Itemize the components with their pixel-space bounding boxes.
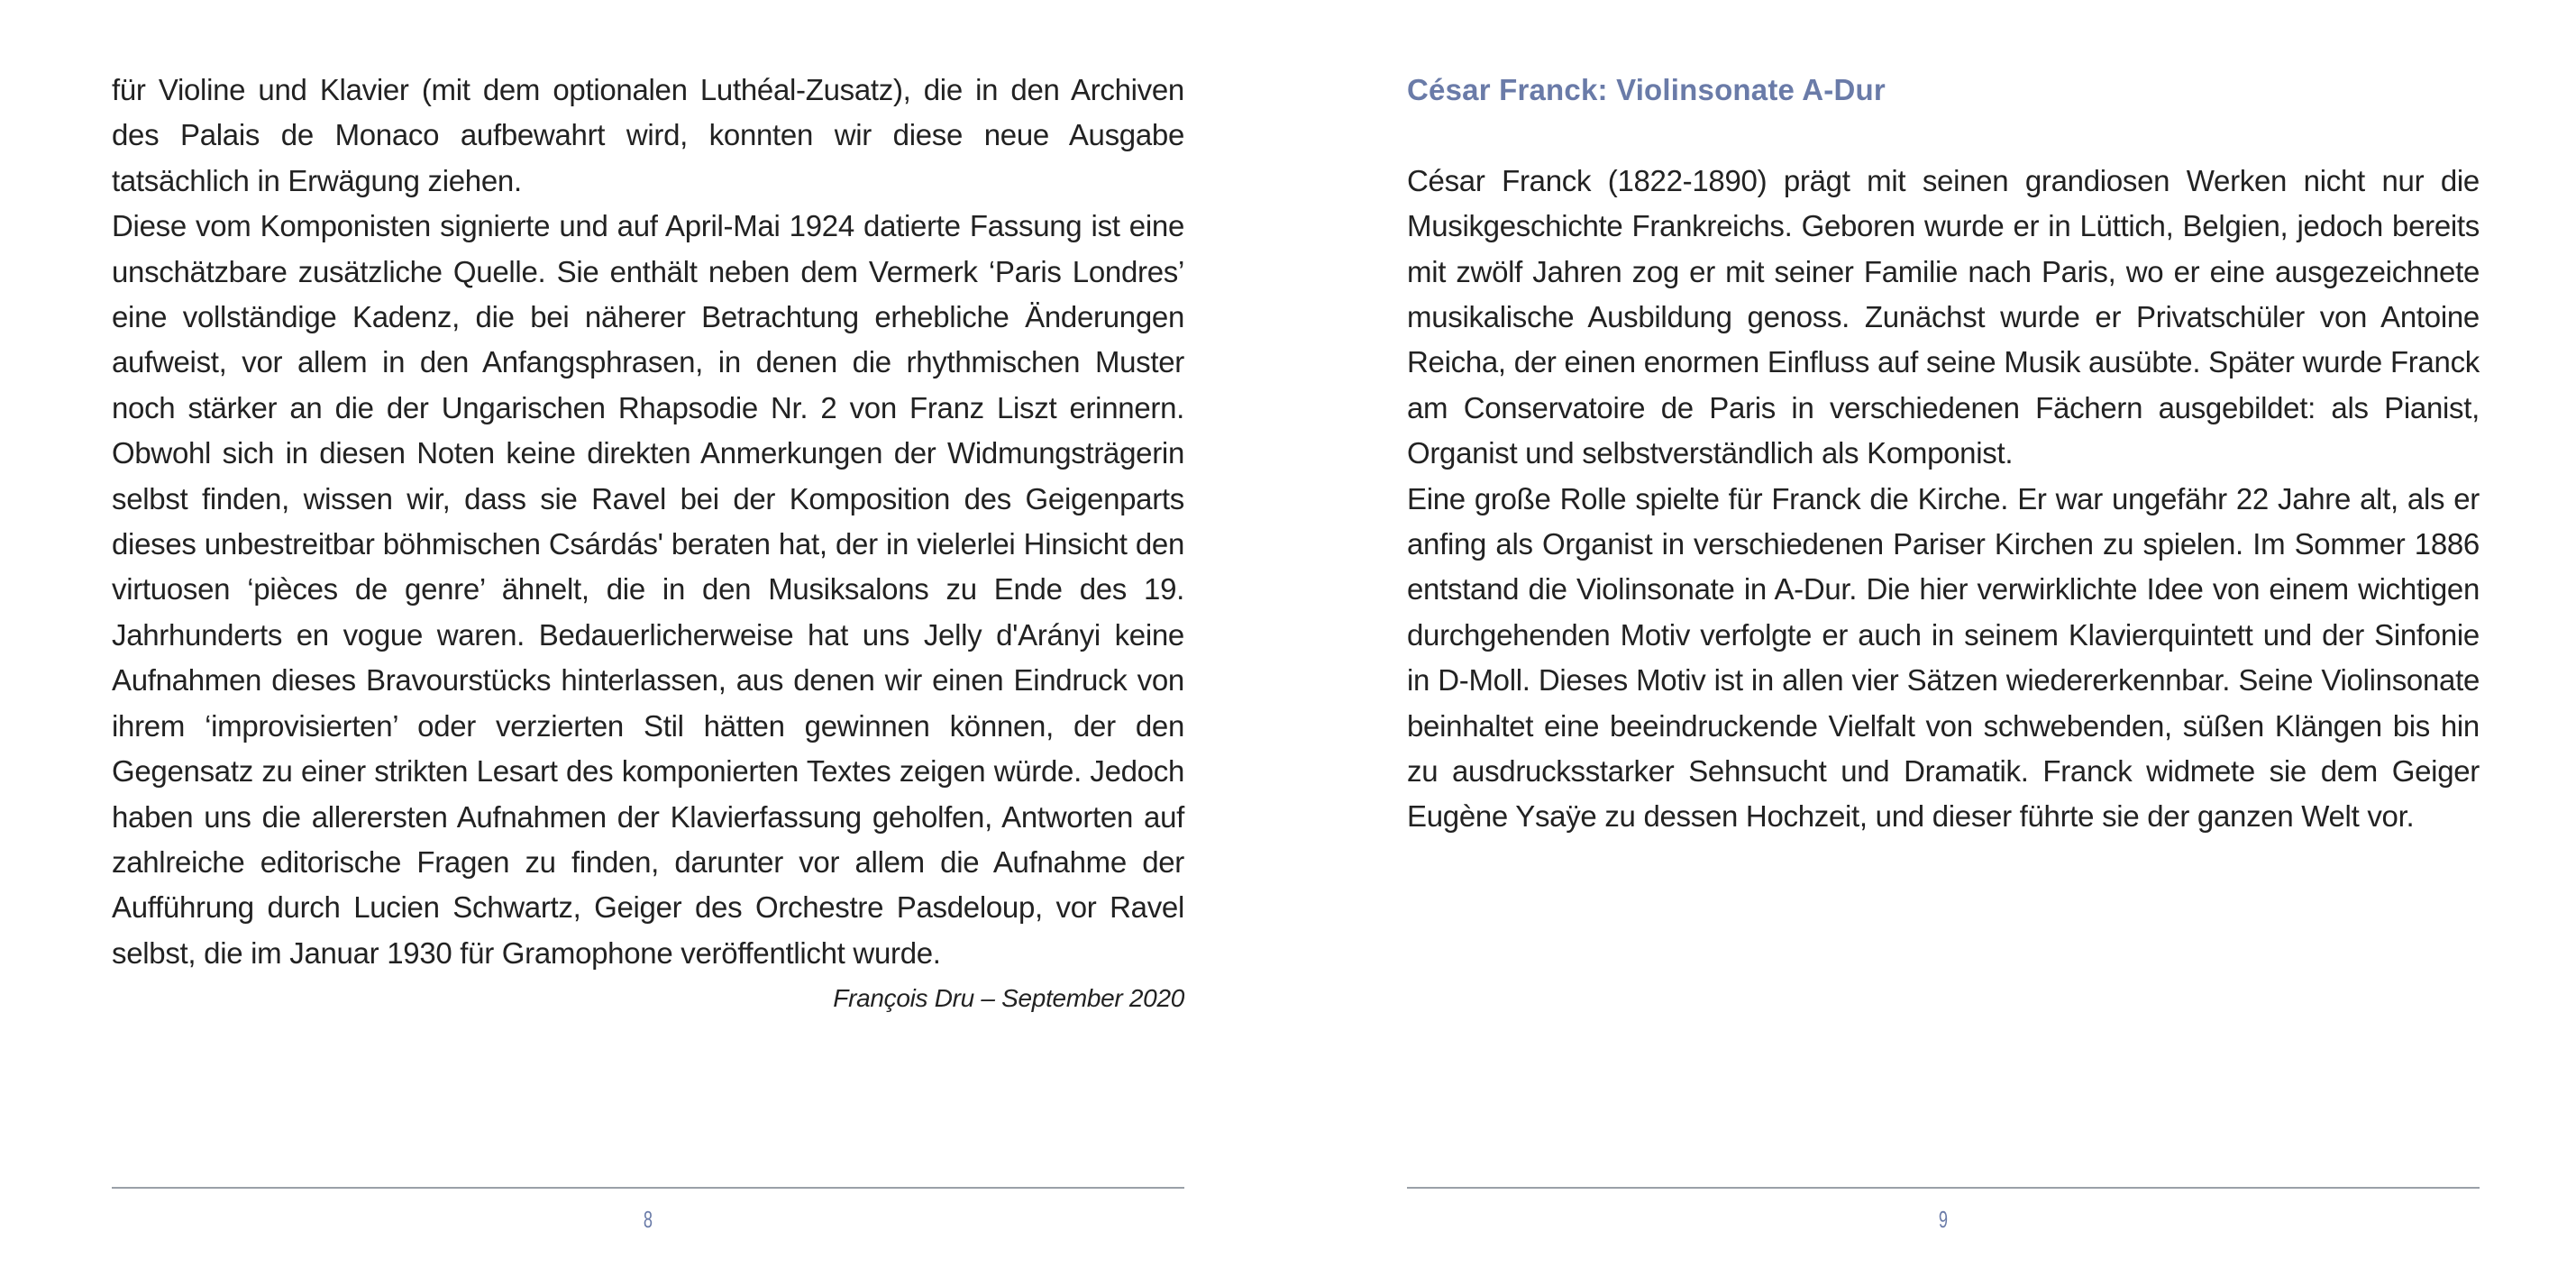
right-footer-divider [1407,1187,2480,1189]
left-page-number: 8 [643,1206,653,1233]
right-page-content [1407,68,2480,840]
author-signature: François Dru – September 2020 [833,984,1184,1013]
left-paragraph-1: für Violine und Klavier (mit dem optionalen Luthéal-Zusatz), die in den Archiven des Palais de Monaco aufbewahrt wird, konnten wir diese neue Ausgabe tatsächlich in Erwägung ziehen. [112,73,1184,197]
right-paragraph-1: César Franck (1822-1890) prägt mit seinen grandiosen Werken nicht nur die Musikgeschichte Frankreichs. Geboren wurde er in Lüttich, Belgien, jedoch bereits mit zwölf Jahren zog er mit seiner Familie nach Paris, wo er eine ausgezeichnete musikalische Ausbildung genoss. Zunächst wurde er Privatschüler von Antoine Reicha, der einen enormen Einfluss auf seine Musik ausübte. Später wurde Franck am Conservatoire de Paris in verschiedenen Fächern ausgebildet: als Pianist, Organist und selbstverständlich als Komponist. [1407,163,2480,470]
right-page-number: 9 [1938,1206,1949,1233]
section-heading: César Franck: Violinsonate A-Dur [1407,73,1886,106]
right-page [1407,0,2480,1277]
left-page [112,0,1184,1277]
left-footer-divider [112,1187,1184,1189]
left-page-content [112,68,1184,1022]
right-paragraph-2: Eine große Rolle spielte für Franck die Kirche. Er war ungefähr 22 Jahre alt, als er anfing als Organist in verschiedenen Pariser Kirchen zu spielen. Im Sommer 1886 entstand die Violinsonate in A-Dur. Die hier verwirklichte Idee von einem wichtigen durchgehenden Motiv verfolgte er auch in seinem Klavierquintett und der Sinfonie in D-Moll. Dieses Motiv ist in allen vier Sätzen wiedererkennbar. Seine Violinsonate beinhaltet eine beeindruckende Vielfalt von schwebenden, süßen Klängen bis hin zu ausdrucksstarker Sehnsucht und Dramatik. Franck widmete sie dem Geiger Eugène Ysaÿe zu dessen Hochzeit, und dieser führte sie der ganzen Welt vor. [1407,481,2480,834]
left-paragraph-2: Diese vom Komponisten signierte und auf April-Mai 1924 datierte Fassung ist eine unschätzbare zusätzliche Quelle. Sie enthält neben dem Vermerk ‘Paris Londres’ eine vollständige Kadenz, die bei näherer Betrachtung erhebliche Änderungen aufweist, vor allem in den Anfangsphrasen, in denen die rhythmischen Muster noch stärker an die der Ungarischen Rhapsodie Nr. 2 von Franz Liszt erinnern. Obwohl sich in diesen Noten keine direkten Anmerkungen der Widmungsträgerin selbst finden, wissen wir, dass sie Ravel bei der Komposition des Geigenparts dieses unbestreitbar böhmischen Csárdás' beraten hat, der in vielerlei Hinsicht den virtuosen ‘pièces de genre’ ähnelt, die in den Musiksalons zu Ende des 19. Jahrhunderts en vogue waren. Bedauerlicherweise hat uns Jelly d'Arányi keine Aufnahmen dieses Bravourstücks hinterlassen, aus denen wir einen Eindruck von ihrem ‘improvisierten’ oder verzierten Stil hätten gewinnen können, der den Gegensatz zu einer strikten Lesart des komponierten Textes zeigen würde. Jedoch haben uns die allerersten Aufnahmen der Klavierfassung geholfen, Antworten auf zahlreiche editorische Fragen zu finden, darunter vor allem die Aufnahme der Aufführung durch Lucien Schwartz, Geiger des Orchestre Pasdeloup, vor Ravel selbst, die im Januar 1930 für Gramophone veröffentlicht wurde. [112,209,1184,970]
